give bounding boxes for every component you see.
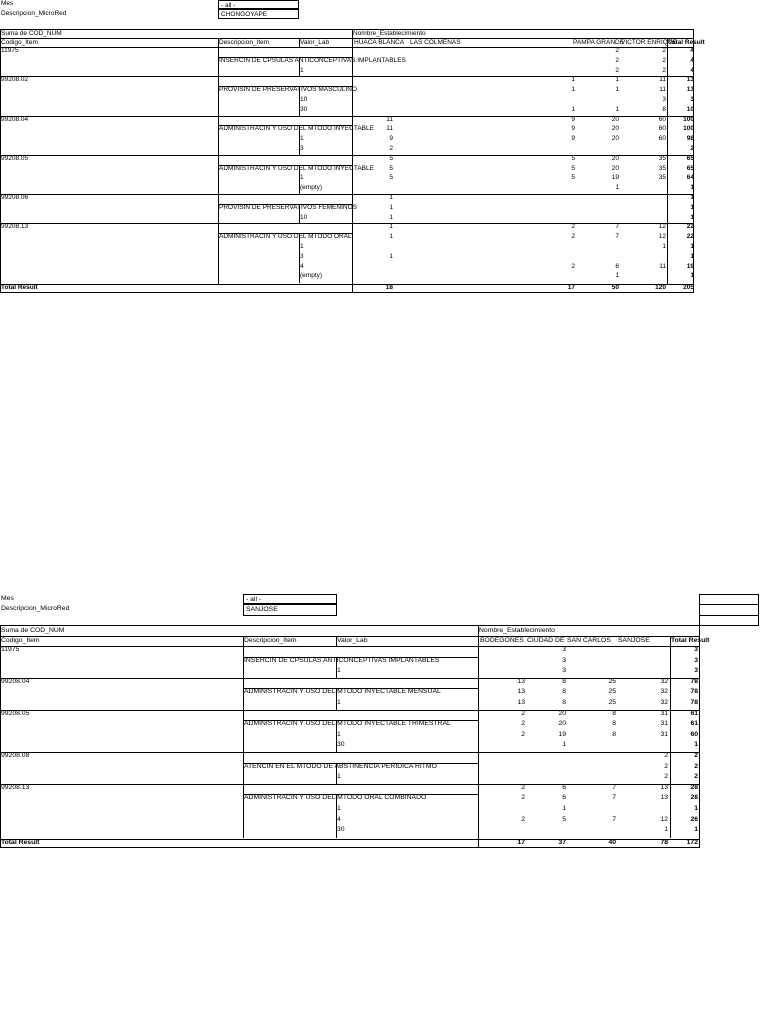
cell-value: 8 [562,688,566,696]
row-valor[interactable]: 4 [337,815,341,823]
row-code[interactable]: 99208.13 [1,223,29,231]
cell-value: 5 [562,815,566,823]
row-total-value: 13 [686,86,694,94]
row-description[interactable]: ADMINISTRACIN Y USO DEL MTODO INYECTABLE MENSUAL [244,688,441,696]
cell-value: 19 [558,730,566,738]
cell-value: 25 [608,688,616,696]
cell-value: 7 [612,794,616,802]
row-code[interactable]: 11975 [1,646,20,653]
cell-value: 1 [562,741,566,749]
cell-value: 2 [664,762,668,770]
column-header-total: Total Result [671,637,710,644]
cell-value: 60 [658,135,666,143]
cell-value: 1 [562,805,566,812]
group-divider [0,194,694,195]
row-code[interactable]: 99208.02 [1,76,29,84]
row-code[interactable]: 11975 [1,47,19,54]
header-divider [0,646,700,647]
cell-value: 20 [611,115,619,123]
row-code[interactable]: 99208.05 [1,154,29,162]
cell-value: 8 [562,677,566,685]
cell-value: 6 [562,794,566,802]
grand-total-value: 40 [608,839,616,846]
cell-value: 2 [662,66,666,74]
cell-value: 7 [615,223,619,231]
cell-value: 2 [615,56,619,64]
filter-value-microred[interactable]: SANJOSE [243,604,337,616]
row-header-descripcion[interactable]: Descripcion_Item [244,637,297,644]
cell-value: 13 [517,677,525,685]
row-header-codigo[interactable]: Codigo_Item [1,39,38,46]
grand-total-value: 37 [558,839,566,846]
row-total-value: 78 [690,688,698,696]
col-divider-desc [218,38,219,284]
row-total-value: 2 [694,762,698,770]
cell-value: 1 [662,243,666,250]
col-divider-desc [243,636,244,838]
cell-value: 31 [660,720,668,728]
cell-value: 2 [571,233,575,241]
cell-value: 5 [389,164,393,172]
row-total-value: 1 [690,213,694,221]
row-valor[interactable]: 1 [337,805,341,812]
row-total-value: 1 [690,243,694,250]
cell-value: 19 [611,174,619,182]
column-header: BODEGONES [480,637,524,644]
row-valor[interactable]: 3 [300,252,304,260]
cell-value: 9 [389,135,393,143]
row-valor[interactable]: 30 [337,741,345,749]
cell-value: 1 [389,252,393,260]
row-header-valor[interactable]: Valor_Lab [300,39,330,46]
cell-value: 20 [611,125,619,133]
cell-value: 7 [615,233,619,241]
cell-value: 2 [571,223,575,231]
filter-value-mes[interactable]: - all - [218,0,299,9]
cell-value: 20 [558,709,566,717]
row-total-value: 28 [690,794,698,802]
cell-value: 35 [658,174,666,182]
column-header: SANJOSE [618,637,650,644]
row-header-valor[interactable]: Valor_Lab [337,637,368,644]
row-valor[interactable]: 1 [337,730,341,738]
cell-value: 32 [660,688,668,696]
row-total-value: 2 [694,773,698,781]
cell-value: 32 [660,699,668,706]
cell-value: 13 [660,794,668,802]
row-valor[interactable]: 10 [300,213,308,221]
row-description[interactable]: ADMINISTRACIN Y USO DEL MTODO ORAL COMBINADO [244,794,427,802]
cell-value: 6 [615,262,619,270]
cell-value: 1 [571,76,575,84]
grand-total-value: 120 [655,284,666,291]
cell-value: 8 [662,105,666,113]
row-total-value: 100 [683,115,694,123]
row-description[interactable]: PROVISIN DE PRESERVATIVOS MASCULINO [219,86,357,94]
row-code[interactable]: 99208.08 [1,752,30,759]
cell-value: 35 [658,164,666,172]
cell-value: 32 [660,677,668,685]
row-header-descripcion[interactable]: Descripcion_Item [219,39,270,46]
column-header: LAS COLMENAS [410,39,461,46]
cell-value: 2 [521,730,525,738]
row-valor[interactable]: 1 [300,66,304,74]
row-total-value: 100 [683,125,694,133]
cell-value: 2 [521,709,525,717]
cell-value: 12 [658,233,666,241]
row-header-codigo[interactable]: Codigo_Item [1,637,40,644]
cell-value: 2 [615,66,619,74]
cell-value: 1 [389,194,393,201]
column-field-label[interactable]: Nombre_Establecimiento [353,30,426,37]
cell-value: 1 [615,105,619,113]
row-total-value: 1 [690,194,694,201]
cell-value: 7 [612,783,616,791]
row-total-value: 10 [686,105,694,113]
cell-value: 20 [611,154,619,162]
row-valor[interactable]: 1 [300,243,304,250]
row-code[interactable]: 99208.05 [1,709,30,717]
filter-label-microred: Descripcion_MicroRed [1,10,67,17]
cell-value: 25 [608,699,616,706]
cell-value: 20 [611,164,619,172]
row-total-value: 3 [694,656,698,664]
row-total-value: 19 [686,262,694,270]
total-row-label: Total Result [1,284,38,291]
cell-value: 31 [660,730,668,738]
cell-value: 11 [386,125,393,133]
cell-value: 2 [521,815,525,823]
cell-value: 2 [521,794,525,802]
cell-value: 3 [562,656,566,664]
total-row-label: Total Result [1,839,40,846]
row-code[interactable]: 99208.04 [1,677,30,685]
cell-value: 6 [562,783,566,791]
cell-value: 11 [659,262,666,270]
row-description[interactable]: INSERCIN DE CPSULAS ANTICONCEPTIVAS IMPLANTABLES [219,56,406,64]
cell-value: 3 [662,96,666,103]
cell-value: 60 [658,115,666,123]
column-header-total: Total Result [668,39,705,46]
filter-label-mes: Mes [1,595,14,602]
row-code[interactable]: 99208.06 [1,194,29,201]
cell-value: 3 [562,667,566,675]
row-total-value: 1 [694,826,698,834]
row-total-value: 65 [686,154,694,162]
row-description[interactable]: ADMINISTRACIN Y USO DEL MTODO INYECTABLE [219,164,374,172]
measure-label: Suma de COD_NUM [1,30,62,37]
column-header: VICTOR ENRIQUE [621,39,677,46]
cell-value: 2 [571,262,575,270]
row-description[interactable]: ADMINISTRACIN Y USO DEL MTODO ORAL [219,233,352,241]
cell-value: 1 [389,213,393,221]
row-description[interactable]: ADMINISTRACIN Y USO DEL MTODO INYECTABLE [219,125,374,133]
row-total-value: 78 [690,677,698,685]
row-valor[interactable]: 30 [337,826,345,834]
row-total-value: 4 [690,66,694,74]
row-total-value: 28 [690,783,698,791]
row-total-value: 61 [690,720,698,728]
row-description[interactable]: INSERCIN DE CPSULAS ANTICONCEPTIVAS IMPLANTABLES [244,656,440,664]
row-valor[interactable]: 1 [337,667,341,675]
cell-value: 5 [389,174,393,182]
row-total-value: 1 [690,184,694,192]
row-total-value: 22 [686,233,694,241]
cell-value: 35 [658,154,666,162]
row-total-value: 3 [694,646,698,653]
row-code[interactable]: 99208.04 [1,115,29,123]
cell-value: 8 [612,709,616,717]
row-total-value: 4 [690,47,694,54]
column-field-label[interactable]: Nombre_Establecimiento [479,627,555,634]
column-header: PAMPA GRANDE [573,39,625,46]
cell-value: 9 [571,135,575,143]
row-description[interactable]: ADMINISTRACIN Y USO DEL MTODO INYECTABLE TRIMESTRAL [244,720,451,728]
cell-value: 8 [612,730,616,738]
row-total-value: 1 [690,252,694,260]
row-total-value: 4 [690,56,694,64]
cell-value: 1 [571,105,575,113]
column-header: CIUDAD DE [527,637,565,644]
cell-value: 2 [664,773,668,781]
cell-value: 5 [571,154,575,162]
row-valor[interactable]: 1 [337,773,341,781]
grand-total-value: 17 [517,839,525,846]
row-description[interactable]: PROVISIN DE PRESERVATIVOS FEMENINOS [219,203,357,211]
cell-value: 2 [521,783,525,791]
row-total-value: 3 [694,667,698,675]
cell-value: 8 [562,699,566,706]
row-code[interactable]: 99208.13 [1,783,30,791]
row-total-value: 2 [690,145,694,152]
cell-value: 20 [558,720,566,728]
cell-value: 5 [571,164,575,172]
cell-value: 12 [658,223,666,231]
cell-value: 12 [660,815,668,823]
cell-value: 5 [571,174,575,182]
group-divider [0,752,700,753]
cell-value: 60 [658,125,666,133]
valor-divider [299,272,300,283]
grand-total-value: 172 [686,839,698,846]
side-cell [699,615,759,626]
row-description[interactable]: ATENCIN EN EL MTODO DE ABSTINENCIA PERIDICA RITMO [244,762,437,770]
row-total-value: 26 [690,815,698,823]
row-valor[interactable]: 10 [300,96,308,103]
grand-total-value: 18 [385,284,393,291]
row-total-value: 65 [686,164,694,172]
cell-value: 7 [612,815,616,823]
cell-value: 1 [664,826,668,834]
col-divider-data [478,625,479,848]
row-total-value: 64 [686,174,694,182]
cell-value: 25 [608,677,616,685]
row-valor[interactable]: (empty) [300,184,323,192]
row-total-value: 2 [694,752,698,759]
grand-total-value: 205 [683,284,694,291]
cell-value: 1 [615,76,619,84]
row-valor[interactable]: 1 [300,174,304,182]
cell-value: 1 [389,203,393,211]
cell-value: 1 [571,86,575,94]
row-total-value: 13 [686,76,694,84]
cell-value: 31 [660,709,668,717]
cell-value: 1 [615,272,619,280]
filter-value-microred[interactable]: CHONGOYAPE [218,9,299,19]
valor-divider [336,826,337,838]
column-header: SAN CARLOS [567,637,611,644]
cell-value: 2 [389,145,393,152]
column-header: HUACA BLANCA [354,39,405,46]
row-valor[interactable]: (empty) [300,272,323,280]
filter-label-microred: Descripcion_MicroRed [1,605,70,612]
grand-total-value: 78 [660,839,668,846]
row-total-value: 1 [690,203,694,211]
cell-value: 2 [521,720,525,728]
row-valor[interactable]: 3 [300,145,304,152]
row-total-value: 1 [694,805,698,812]
cell-value: 2 [662,56,666,64]
row-total-value: 78 [690,699,698,706]
cell-value: 9 [571,115,575,123]
filter-label-mes: Mes [1,0,14,7]
row-valor[interactable]: 4 [300,262,304,270]
cell-value: 1 [389,223,393,231]
row-total-value: 61 [690,709,698,717]
row-valor[interactable]: 30 [300,105,308,113]
measure-label: Suma de COD_NUM [1,627,65,634]
cell-value: 2 [664,752,668,759]
cell-value: 11 [659,86,666,94]
row-valor[interactable]: 1 [337,699,341,706]
cell-value: 11 [659,76,666,84]
grand-total-value: 50 [611,284,619,291]
row-total-value: 1 [690,272,694,280]
cell-value: 2 [662,47,666,54]
grand-total-value: 17 [567,284,575,291]
cell-value: 1 [389,233,393,241]
cell-value: 1 [615,86,619,94]
cell-value: 20 [611,135,619,143]
row-total-value: 1 [694,741,698,749]
cell-value: 11 [386,115,393,123]
row-valor[interactable]: 1 [300,135,304,143]
cell-value: 8 [612,720,616,728]
cell-value: 5 [389,154,393,162]
cell-value: 13 [517,699,525,706]
cell-value: 13 [660,783,668,791]
row-total-value: 22 [686,223,694,231]
cell-value: 2 [615,47,619,54]
row-total-value: 3 [690,96,694,103]
row-total-value: 60 [690,730,698,738]
cell-value: 3 [562,646,566,653]
cell-value: 13 [517,688,525,696]
filter-value-mes[interactable]: - all - [243,594,337,604]
cell-value: 1 [615,184,619,192]
row-total-value: 98 [686,135,694,143]
cell-value: 9 [571,125,575,133]
